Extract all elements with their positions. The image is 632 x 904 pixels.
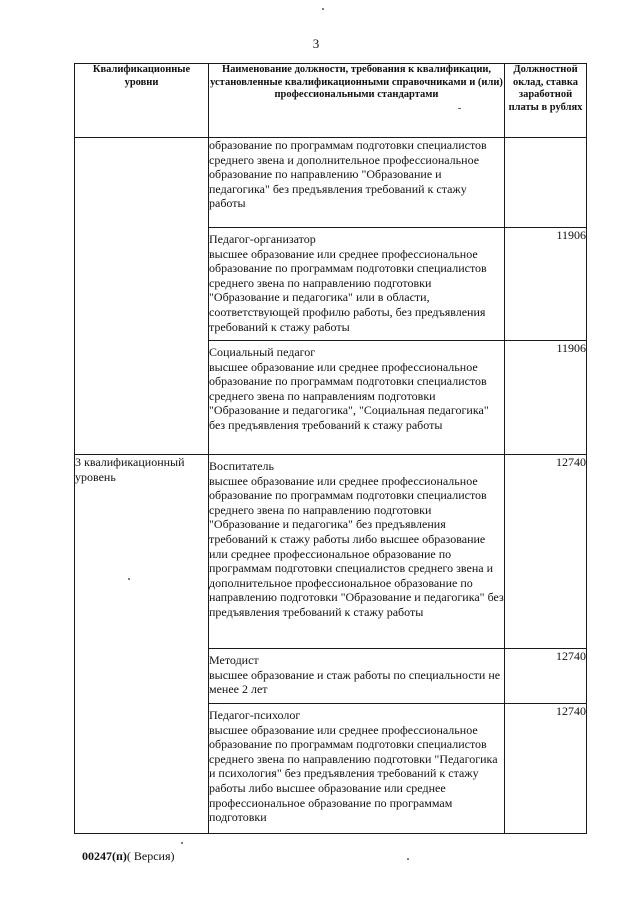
position-requirements: образование по программам подготовки специалистов среднего звена и дополнительное профессиональное образование по направлению "Образование и педагогика" без предъявления требований к стажу работы [209,138,487,211]
level-cell-continued [75,138,209,455]
position-title: Социальный педагог [209,345,316,359]
document-version: ( Версия) [126,849,175,863]
qualification-table [74,63,587,834]
document-footer [82,849,175,864]
position-requirements: высшее образование и стаж работы по специальности не менее 2 лет [209,667,501,697]
salary-cell: 11906 [505,341,587,455]
position-title: Педагог-организатор [209,232,316,246]
header-salary: Должностной оклад, ставка заработной платы в рублях [505,64,587,138]
table-row [75,138,587,228]
position-cell [209,455,505,649]
position-requirements: высшее образование или среднее профессиональное образование по программам подготовки специалистов среднего звена по направлению подготовки "Педагогика и психология" без предъявления требований к стажу работы либо высшее образование или среднее профессиональное образование по программам подготовки [209,722,498,825]
salary-cell: 11906 [505,228,587,341]
document-code: 00247(п) [82,849,127,863]
scan-speck [322,8,324,10]
position-cell [209,649,505,704]
salary-cell [505,138,587,228]
position-cell [209,341,505,455]
header-level: Квалификационные уровни [75,64,209,138]
header-position: Наименование должности, требования к квалификации, установленные квалификационными справочниками и (или) профессиональными стандартами [209,64,505,138]
table-row [75,455,587,649]
page-number: 3 [312,36,320,51]
position-cell [209,704,505,834]
salary-cell: 12740 [505,649,587,704]
salary-cell: 12740 [505,704,587,834]
position-title: Воспитатель [209,459,274,473]
scan-speck [128,578,130,580]
position-cell [209,228,505,341]
position-cell [209,138,505,228]
position-title: Педагог-психолог [209,708,301,722]
position-requirements: высшее образование или среднее профессиональное образование по программам подготовки специалистов среднего звена по направлению подготовки "Образование и педагогика" или в области, соответствующей профилю работы, без предъявления требований к стажу работы [209,246,487,334]
position-requirements: высшее образование или среднее профессиональное образование по программам подготовки специалистов среднего звена по направлению подготовки "Образование и педагогика" без предъявления требований к стажу работы либо высшее образование или среднее профессиональное образование по программам подготовки специалистов среднего звена и дополнительное профессиональное образование по направлению подготовки "Образование и педагогика" без предъявления требований к стажу работы [209,473,504,619]
position-title: Методист [209,653,259,667]
level-cell-3: 3 квалификационный уровень [75,455,209,834]
scan-speck [407,858,409,860]
position-requirements: высшее образование или среднее профессиональное образование по программам подготовки специалистов среднего звена по направлениям подготовки "Образование и педагогика", "Социальная педагогика" без предъявления требований к стажу работы [209,359,489,432]
scan-speck [181,842,183,844]
scan-speck [458,108,461,109]
salary-cell: 12740 [505,455,587,649]
table-header-row [75,64,587,138]
